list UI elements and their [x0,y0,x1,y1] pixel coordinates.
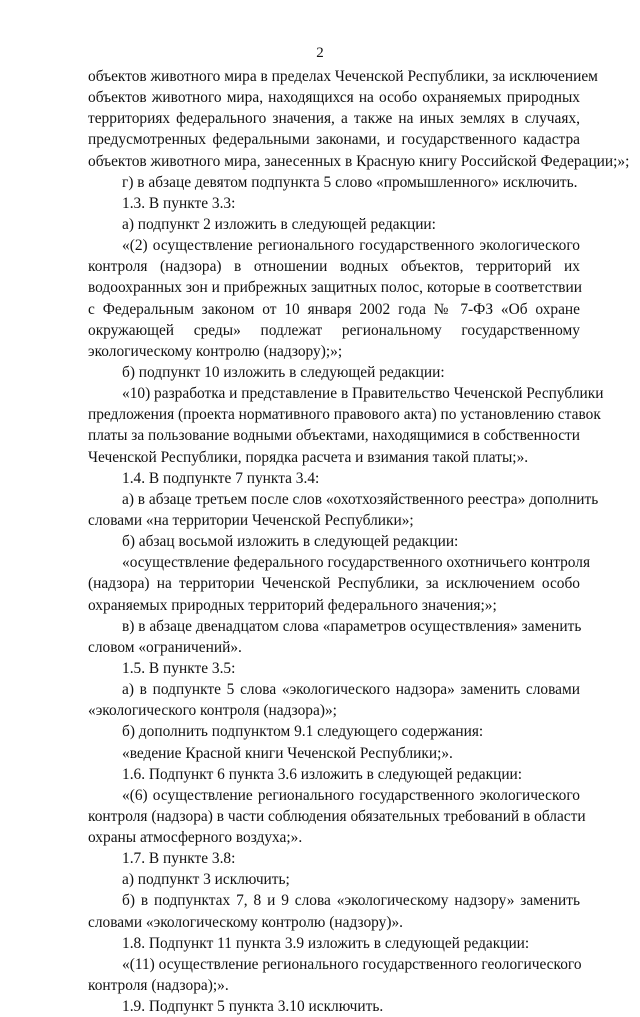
text-line: «(11) осуществление регионального государственного геологического [122,955,582,973]
text-line: б) в подпунктах 7, 8 и 9 слова «экологическому надзору» заменить [122,892,580,910]
text-line: (надзора) на территории Чеченской Республики, за исключением особо [88,575,580,593]
text-line: предложения (проекта нормативного правового акта) по установлению ставок [88,406,601,424]
text-line: «ведение Красной книги Чеченской Республики;». [122,744,453,762]
text-line: контроля (надзора) в отношении водных объектов, территорий их [88,258,580,276]
text-line: а) в подпункте 5 слова «экологического надзора» заменить словами [122,681,580,699]
text-line: платы за пользование водными объектами, находящимися в собственности [88,427,580,445]
text-line: а) в абзаце третьем после слов «охотхозяйственного реестра» дополнить [122,490,599,508]
text-line: «осуществление федерального государственного охотничьего контроля [122,554,591,572]
text-line: водоохранных зон и прибрежных защитных полос, которые в соответствии [88,279,583,297]
text-line: 1.8. Подпункт 11 пункта 3.9 изложить в следующей редакции: [122,934,530,952]
text-line: 1.9. Подпункт 5 пункта 3.10 исключить. [122,998,384,1016]
text-line: «(6) осуществление регионального государственного экологического [122,786,580,804]
text-line: объектов животного мира, находящихся на особо охраняемых природных [88,89,580,107]
text-line: с Федеральным законом от 10 января 2002 года № 7-ФЗ «Об охране [88,300,580,318]
text-line: территориях федерального значения, а также на иных землях в случаях, [88,110,580,128]
text-line: «экологического контроля (надзора)»; [88,702,337,720]
text-line: контроля (надзора);». [88,977,229,995]
text-line: объектов животного мира, занесенных в Красную книгу Российской Федерации;»; [88,152,630,170]
text-line: словами «на территории Чеченской Республики»; [88,511,414,529]
text-line: окружающей среды» подлежат региональному государственному [88,321,580,339]
text-line: б) дополнить подпунктом 9.1 следующего содержания: [122,723,484,741]
text-line: контроля (надзора) в части соблюдения обязательных требований в области [88,807,586,825]
text-line: б) абзац восьмой изложить в следующей редакции: [122,533,459,551]
text-line: а) подпункт 3 исключить; [122,871,290,889]
text-line: объектов животного мира в пределах Чеченской Республики, за исключением [88,68,598,85]
text-line: 1.4. В подпункте 7 пункта 3.4: [122,469,320,487]
text-line: в) в абзаце двенадцатом слова «параметров осуществления» заменить [122,617,582,635]
page-number: 2 [316,45,324,61]
text-line: 1.7. В пункте 3.8: [122,850,236,868]
text-line: 1.3. В пункте 3.3: [122,194,236,212]
document-body [88,66,630,1017]
text-line: словом «ограничений». [88,638,242,656]
text-line: словами «экологическому контролю (надзору)». [88,913,404,931]
text-line: «(2) осуществление регионального государственного экологического [122,237,580,255]
text-line: г) в абзаце девятом подпункта 5 слово «промышленного» исключить. [122,173,578,191]
text-line: экологическому контролю (надзору);»; [88,342,343,360]
text-line: «10) разработка и представление в Правительство Чеченской Республики [122,385,604,403]
text-line: охраны атмосферного воздуха;». [88,829,303,847]
text-line: охраняемых природных территорий федерального значения;»; [88,596,497,614]
text-line: а) подпункт 2 изложить в следующей редакции: [122,215,436,233]
text-line: Чеченской Республики, порядка расчета и взимания такой платы;». [88,448,529,466]
text-line: 1.5. В пункте 3.5: [122,659,236,677]
text-line: б) подпункт 10 изложить в следующей редакции: [122,363,445,381]
text-line: предусмотренных федеральными законами, и государственного кадастра [88,131,580,149]
text-line: 1.6. Подпункт 6 пункта 3.6 изложить в следующей редакции: [122,765,523,783]
